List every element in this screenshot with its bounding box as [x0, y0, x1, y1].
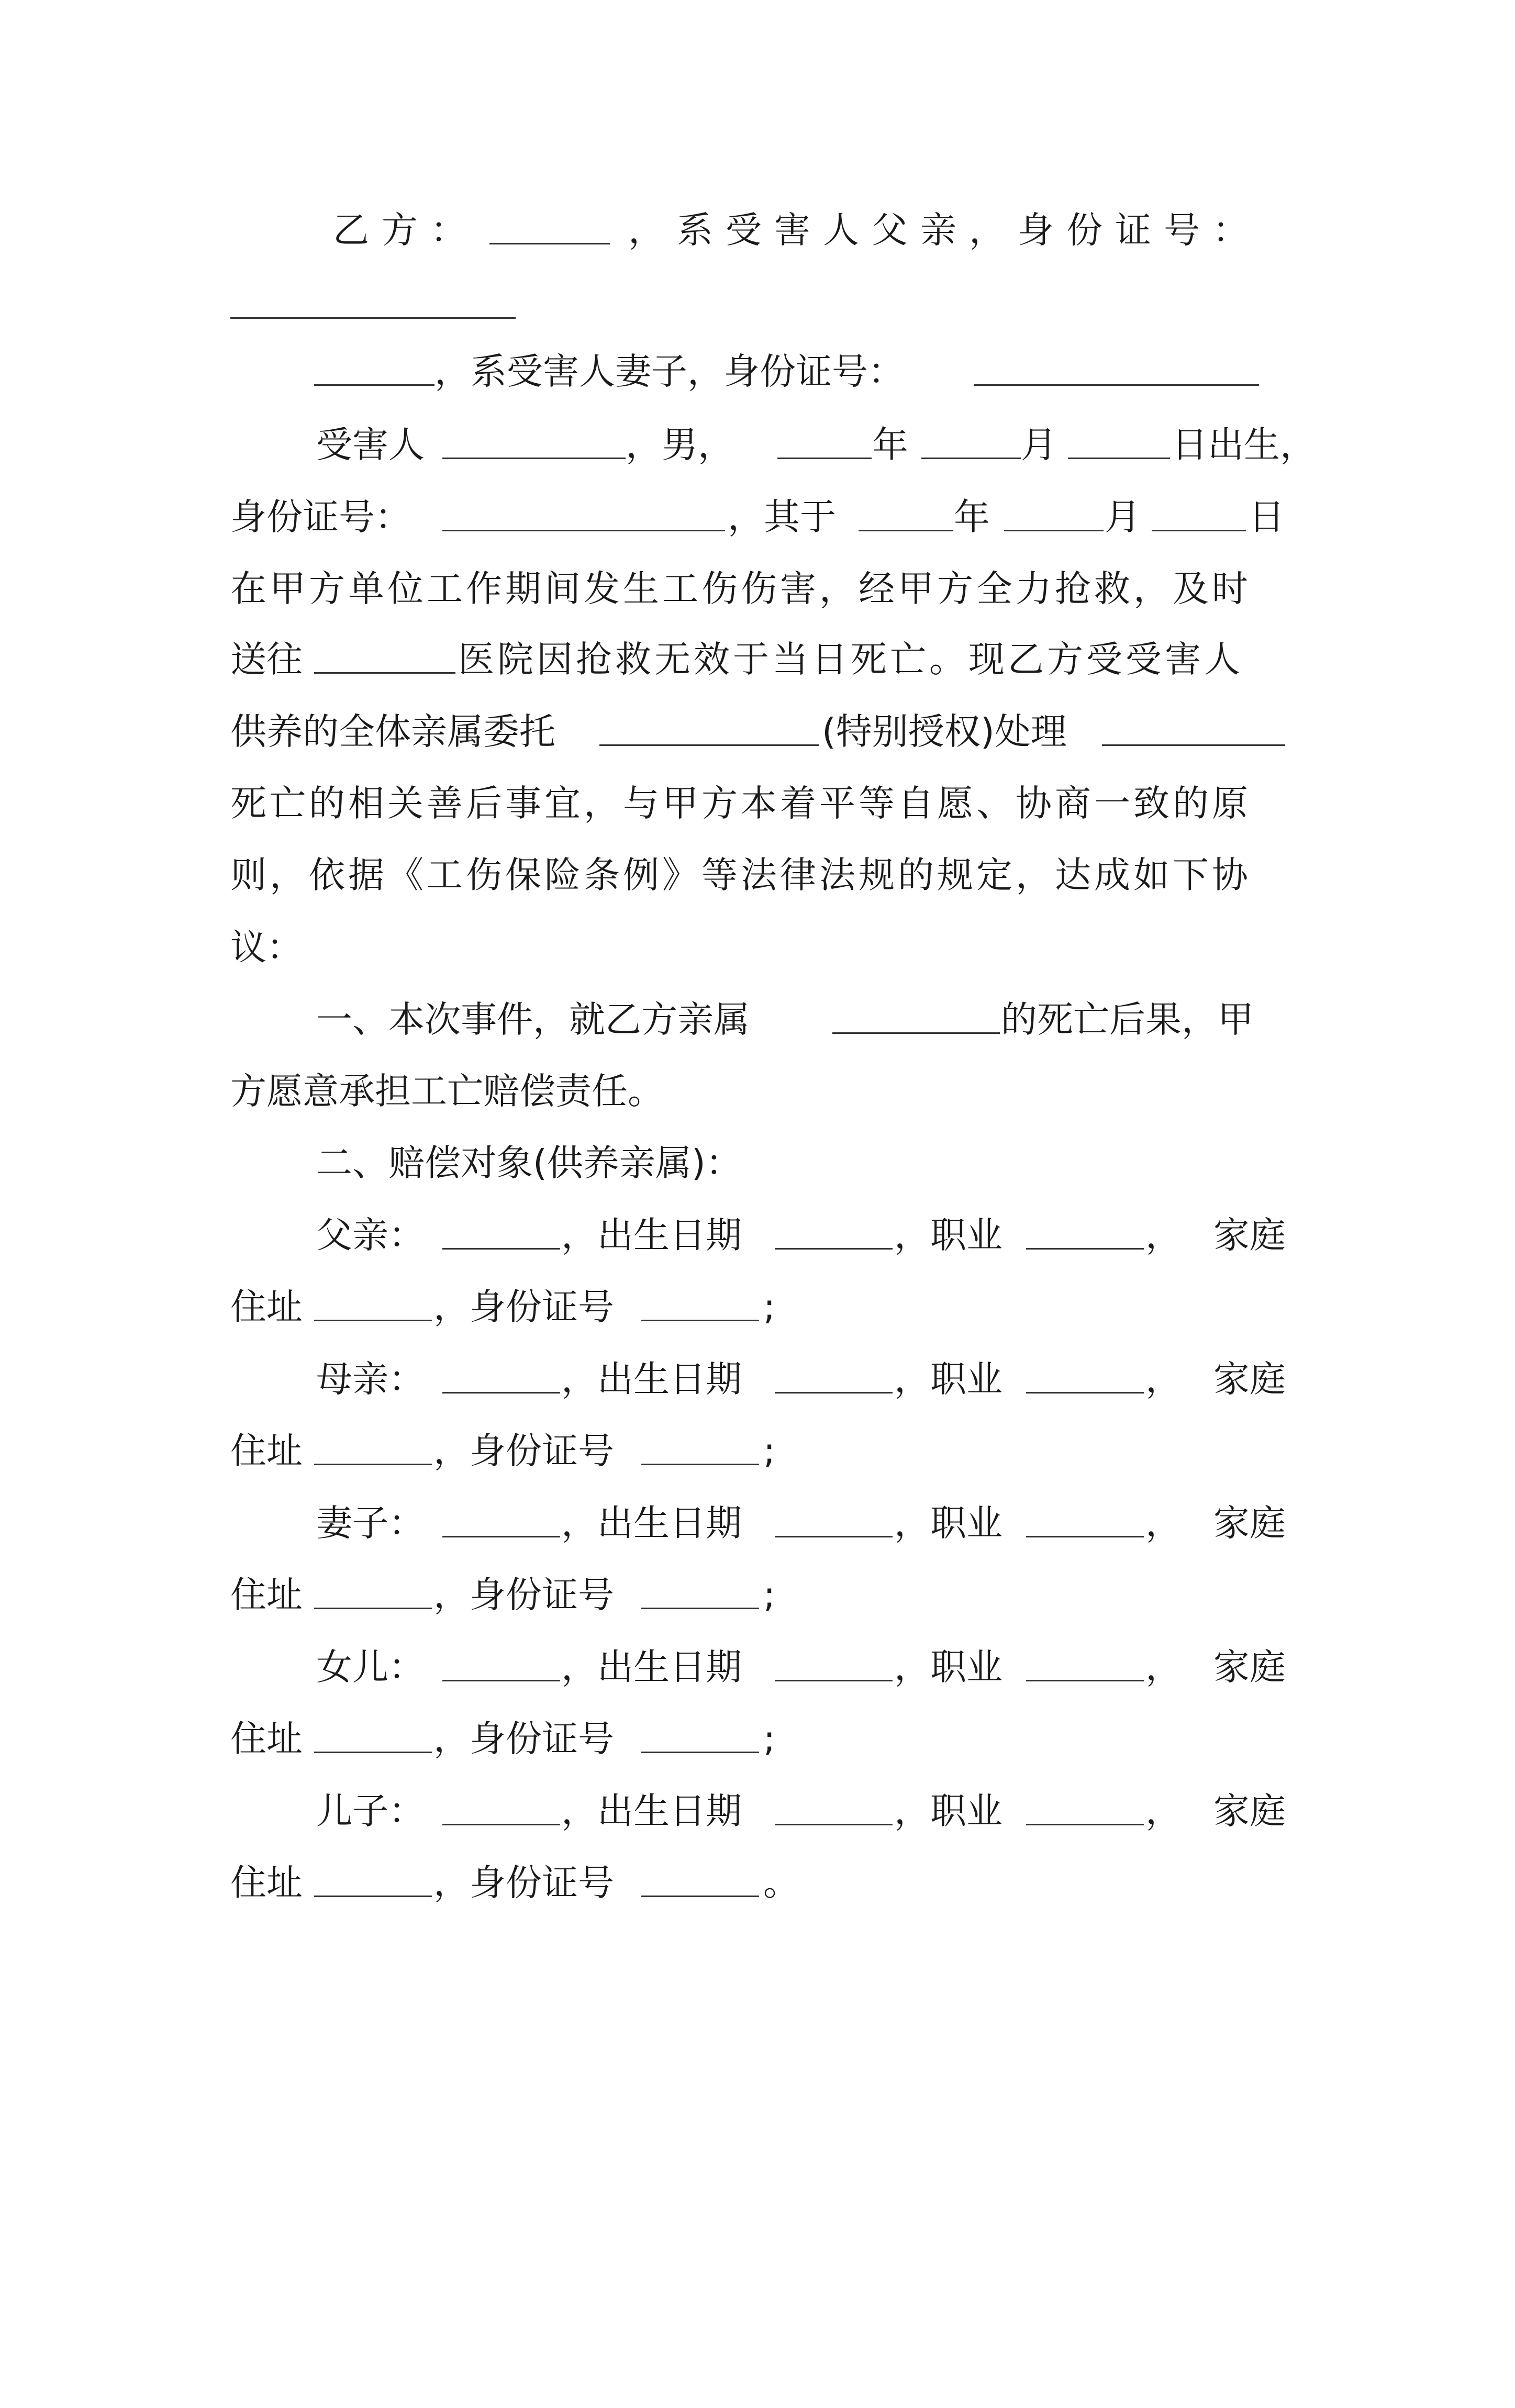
son-address-line — [0, 1852, 1515, 1914]
incident-year-blank — [859, 530, 953, 531]
father-comma: ， — [1145, 1214, 1182, 1256]
incident-month-blank — [1004, 530, 1104, 531]
wife-comma: ， — [1145, 1502, 1182, 1544]
daughter-comma: ， — [1145, 1646, 1182, 1688]
father-id-label: ，身份证号 — [433, 1286, 614, 1328]
father-address-label: 住址 — [230, 1286, 303, 1328]
father-name-blank — [442, 1248, 560, 1250]
entrust-text: 供养的全体亲属委托 — [230, 711, 555, 753]
incident-day-blank — [1152, 530, 1246, 531]
victim-line — [0, 414, 1515, 476]
son-label: 儿子： — [316, 1790, 425, 1832]
mother-line — [0, 1348, 1515, 1411]
body-line-9 — [0, 844, 1515, 907]
party-b-id-line — [0, 272, 1515, 335]
son-id-blank — [641, 1896, 759, 1897]
son-comma: ， — [1145, 1790, 1182, 1832]
party-b-line — [0, 199, 1515, 262]
son-name-blank — [442, 1824, 560, 1825]
special-authorization-text: (特别授权)处理 — [822, 711, 1067, 753]
incident-year-label: 年 — [954, 496, 990, 538]
mother-address-label: 住址 — [230, 1430, 303, 1472]
birth-year-label: 年 — [872, 424, 908, 466]
father-home-label: 家庭 — [1213, 1214, 1286, 1256]
father-job-blank — [1026, 1248, 1144, 1250]
son-id-label: ，身份证号 — [433, 1862, 614, 1904]
incident-day-label: 日 — [1249, 496, 1285, 538]
clause-1-text: 一、本次事件，就乙方亲属 — [316, 999, 750, 1041]
father-line — [0, 1204, 1515, 1267]
daughter-job-blank — [1026, 1680, 1144, 1681]
mother-id-label: ，身份证号 — [433, 1430, 614, 1472]
son-birth-label: ，出生日期 — [561, 1790, 742, 1832]
birth-month-blank — [921, 458, 1021, 459]
father-line-end: ; — [763, 1286, 776, 1328]
mother-birth-blank — [775, 1392, 893, 1393]
clause-1-cont-text: 方愿意承担工亡赔偿责任。 — [230, 1071, 664, 1112]
mother-birth-label: ，出生日期 — [561, 1358, 742, 1400]
clause-1-cont-line — [0, 1060, 1515, 1123]
father-birth-blank — [775, 1248, 893, 1250]
mother-line-end: ; — [763, 1430, 776, 1472]
wife-id-label: ，身份证号 — [433, 1574, 614, 1616]
body-text-6: 医院因抢救无效于当日死亡。现乙方受受害人 — [458, 639, 1243, 681]
party-b-name-blank — [489, 243, 610, 244]
son-line — [0, 1780, 1515, 1843]
party-b-id-blank — [230, 317, 516, 319]
clause-2-text: 二、赔偿对象(供养亲属)： — [316, 1142, 742, 1184]
wife-job-label: ，职业 — [894, 1502, 1002, 1544]
wife-address-blank — [314, 1608, 432, 1609]
wife-info-id-blank — [641, 1608, 759, 1609]
birth-suffix-text: 日出生， — [1172, 424, 1316, 466]
hospital-blank — [314, 672, 455, 674]
body-text-8: 死亡的相关善后事宜，与甲方本着平等自愿、协商一致的原 — [230, 783, 1251, 824]
daughter-label: 女儿： — [316, 1646, 425, 1688]
son-birth-blank — [775, 1824, 893, 1825]
body-text-5: 在甲方单位工作期间发生工伤伤害，经甲方全力抢救，及时 — [230, 568, 1251, 610]
son-home-label: 家庭 — [1213, 1790, 1286, 1832]
daughter-name-blank — [442, 1680, 560, 1681]
body-line-5 — [0, 558, 1515, 620]
birth-day-blank — [1068, 458, 1170, 459]
daughter-address-line — [0, 1708, 1515, 1770]
son-job-label: ，职业 — [894, 1790, 1002, 1832]
sent-to-label: 送往 — [230, 639, 303, 681]
daughter-line-end: ; — [763, 1718, 776, 1760]
father-job-label: ，职业 — [894, 1214, 1002, 1256]
clause-1-suffix: 的死亡后果，甲 — [1001, 999, 1254, 1041]
wife-birth-label: ，出生日期 — [561, 1502, 742, 1544]
victim-label: 受害人 — [316, 424, 425, 466]
body-text-9: 则，依据《工伤保险条例》等法律法规的规定，达成如下协 — [230, 854, 1251, 896]
father-label: 父亲： — [316, 1214, 425, 1256]
wife-info-line — [0, 1492, 1515, 1555]
daughter-home-label: 家庭 — [1213, 1646, 1286, 1688]
mother-comma: ， — [1145, 1358, 1182, 1400]
victim-id-label: 身份证号： — [230, 496, 411, 538]
birth-month-label: 月 — [1021, 424, 1057, 466]
wife-label: 妻子： — [316, 1502, 425, 1544]
body-line-6 — [0, 628, 1515, 691]
wife-job-blank — [1026, 1536, 1144, 1537]
daughter-line — [0, 1636, 1515, 1699]
wife-info-name-blank — [442, 1536, 560, 1537]
wife-id-blank — [974, 384, 1259, 386]
wife-birth-blank — [775, 1536, 893, 1537]
body-line-10 — [0, 916, 1515, 979]
daughter-job-label: ，职业 — [894, 1646, 1002, 1688]
father-id-blank — [641, 1320, 759, 1321]
son-address-label: 住址 — [230, 1862, 303, 1904]
daughter-id-label: ，身份证号 — [433, 1718, 614, 1760]
daughter-id-blank — [641, 1752, 759, 1753]
father-birth-label: ，出生日期 — [561, 1214, 742, 1256]
incident-date-prefix: ，其于 — [728, 496, 836, 538]
father-address-blank — [314, 1320, 432, 1321]
victim-name-blank — [442, 458, 626, 459]
wife-line — [0, 340, 1515, 403]
wife-address-line — [0, 1564, 1515, 1626]
mother-job-blank — [1026, 1392, 1144, 1393]
victim-id-line — [0, 486, 1515, 549]
party-b-relation-text: ，系受害人父亲，身份证号： — [628, 209, 1261, 251]
clause-1-line — [0, 988, 1515, 1051]
daughter-birth-blank — [775, 1680, 893, 1681]
deceased-name-blank — [1102, 744, 1285, 746]
wife-address-label: 住址 — [230, 1574, 303, 1616]
incident-month-label: 月 — [1105, 496, 1141, 538]
party-b-label: 乙方： — [333, 209, 479, 251]
victim-id-blank — [442, 530, 725, 531]
mother-job-label: ，职业 — [894, 1358, 1002, 1400]
birth-year-blank — [777, 458, 872, 459]
mother-label: 母亲： — [316, 1358, 425, 1400]
daughter-birth-label: ，出生日期 — [561, 1646, 742, 1688]
wife-line-end: ; — [763, 1574, 776, 1616]
daughter-address-blank — [314, 1752, 432, 1753]
son-job-blank — [1026, 1824, 1144, 1825]
mother-name-blank — [442, 1392, 560, 1393]
son-address-blank — [314, 1896, 432, 1897]
wife-name-blank — [314, 384, 435, 386]
mother-id-blank — [641, 1464, 759, 1465]
wife-home-label: 家庭 — [1213, 1502, 1286, 1544]
mother-address-blank — [314, 1464, 432, 1465]
victim-gender-text: ，男， — [626, 424, 734, 466]
body-line-7 — [0, 700, 1515, 763]
mother-home-label: 家庭 — [1213, 1358, 1286, 1400]
body-line-8 — [0, 772, 1515, 835]
body-text-10: 议： — [230, 927, 303, 968]
wife-relation-text: ，系受害人妻子，身份证号： — [435, 351, 904, 393]
agent-blank — [599, 744, 819, 746]
son-line-end: 。 — [763, 1862, 799, 1904]
daughter-address-label: 住址 — [230, 1718, 303, 1760]
father-address-line — [0, 1276, 1515, 1339]
mother-address-line — [0, 1420, 1515, 1482]
relative-name-blank — [832, 1032, 1000, 1034]
clause-2-line — [0, 1132, 1515, 1195]
